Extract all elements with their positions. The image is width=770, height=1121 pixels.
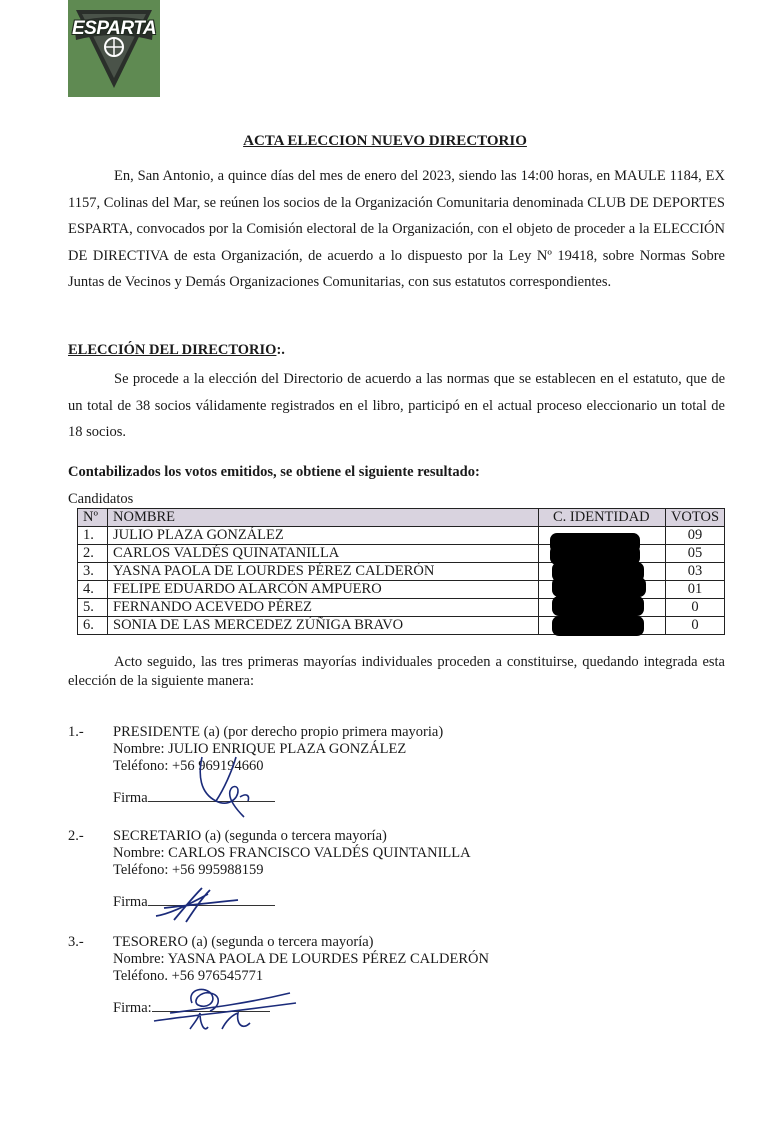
- officer-number: 3.-: [68, 934, 84, 950]
- election-paragraph: [68, 366, 725, 446]
- table-row: [78, 545, 725, 563]
- row-votes: 03: [666, 563, 725, 581]
- signature-secretary-icon: [150, 886, 245, 926]
- logo-emblem-icon: [68, 0, 160, 97]
- row-name: CARLOS VALDÉS QUINATANILLA: [108, 545, 539, 563]
- row-id-redacted: [539, 617, 666, 635]
- row-name: JULIO PLAZA GONZÁLEZ: [108, 527, 539, 545]
- table-row: [78, 527, 725, 545]
- row-num: 6.: [78, 617, 108, 635]
- firma-label: Firma:: [113, 1000, 152, 1016]
- row-num: 3.: [78, 563, 108, 581]
- candidates-label: Candidatos: [68, 491, 134, 507]
- row-votes: 0: [666, 599, 725, 617]
- header-votes: VOTOS: [666, 509, 725, 527]
- election-text: Se procede a la elección del Directorio de acuerdo a las normas que se establecen en el estatuto, que de un total de 38 socios válidamente registrados en el libro, participó en el actual proceso eleccionario un total de 18 socios.: [68, 371, 725, 440]
- row-num: 5.: [78, 599, 108, 617]
- officer-name: Nombre: JULIO ENRIQUE PLAZA GONZÁLEZ: [113, 741, 407, 757]
- row-votes: 0: [666, 617, 725, 635]
- signature-treasurer-icon: [150, 983, 300, 1038]
- header-id: C. IDENTIDAD: [539, 509, 666, 527]
- row-num: 1.: [78, 527, 108, 545]
- firma-label: Firma: [113, 894, 148, 910]
- officer-phone: Teléfono. +56 976545771: [113, 968, 264, 984]
- row-name: SONIA DE LAS MERCEDEZ ZÚÑIGA BRAVO: [108, 617, 539, 635]
- officer-phone: Teléfono: +56 995988159: [113, 862, 264, 878]
- election-heading: [68, 342, 285, 359]
- row-name: FERNANDO ACEVEDO PÉREZ: [108, 599, 539, 617]
- row-id-redacted: [539, 527, 666, 545]
- table-row: [78, 599, 725, 617]
- constitution-paragraph: [68, 653, 725, 691]
- row-votes: 01: [666, 581, 725, 599]
- redaction-block: [552, 616, 644, 636]
- intro-paragraph: [68, 163, 725, 296]
- row-id-redacted: [539, 599, 666, 617]
- row-num: 2.: [78, 545, 108, 563]
- constitution-text: Acto seguido, las tres primeras mayorías individuales proceden a constituirse, quedando integrada esta elección de la siguiente manera:: [68, 654, 725, 689]
- document-title: ACTA ELECCION NUEVO DIRECTORIO: [243, 133, 527, 149]
- logo-text: ESPARTA: [72, 18, 157, 39]
- row-id-redacted: [539, 545, 666, 563]
- table-row: [78, 617, 725, 635]
- signature-line: [113, 790, 443, 807]
- row-votes: 05: [666, 545, 725, 563]
- results-heading: Contabilizados los votos emitidos, se obtiene el siguiente resultado:: [68, 464, 480, 480]
- officer-role: TESORERO (a) (segunda o tercera mayoría): [113, 934, 374, 950]
- club-logo: [68, 0, 160, 97]
- officer-number: 1.-: [68, 724, 84, 740]
- results-table: [77, 508, 725, 635]
- officer-role: PRESIDENTE (a) (por derecho propio primera mayoria): [113, 724, 444, 740]
- redaction-block: [552, 577, 646, 597]
- header-num: Nº: [78, 509, 108, 527]
- table-header-row: [78, 509, 725, 527]
- row-votes: 09: [666, 527, 725, 545]
- officer-name: Nombre: CARLOS FRANCISCO VALDÉS QUINTANILLA: [113, 845, 471, 861]
- officer-role: SECRETARIO (a) (segunda o tercera mayoría): [113, 828, 387, 844]
- signature-president-icon: [180, 755, 265, 830]
- officer-name: Nombre: YASNA PAOLA DE LOURDES PÉREZ CALDERÓN: [113, 951, 489, 967]
- officer-phone: Teléfono: +56 969194660: [113, 758, 264, 774]
- intro-text: En, San Antonio, a quince días del mes de enero del 2023, siendo las 14:00 horas, en MAULE 1184, EX 1157, Colinas del Mar, se reúnen los socios de la Organización Comunitaria denominada CLUB DE DEPORTES ESPARTA, convocados por la Comisión electoral de la Organización, con el objeto de proceder a la ELECCIÓN DE DIRECTIVA de esta Organización, de acuerdo a lo dispuesto por la Ley Nº 19418, sobre Normas Sobre Juntas de Vecinos y Demás Organizaciones Comunitarias, con sus estatutos correspondientes.: [68, 168, 725, 290]
- header-name: NOMBRE: [108, 509, 539, 527]
- election-heading-suffix: :.: [276, 342, 285, 358]
- officer-president: [113, 724, 443, 807]
- row-num: 4.: [78, 581, 108, 599]
- row-name: FELIPE EDUARDO ALARCÓN AMPUERO: [108, 581, 539, 599]
- officer-number: 2.-: [68, 828, 84, 844]
- row-name: YASNA PAOLA DE LOURDES PÉREZ CALDERÓN: [108, 563, 539, 581]
- election-heading-text: ELECCIÓN DEL DIRECTORIO: [68, 342, 277, 358]
- redaction-block: [552, 596, 644, 616]
- firma-label: Firma: [113, 790, 148, 806]
